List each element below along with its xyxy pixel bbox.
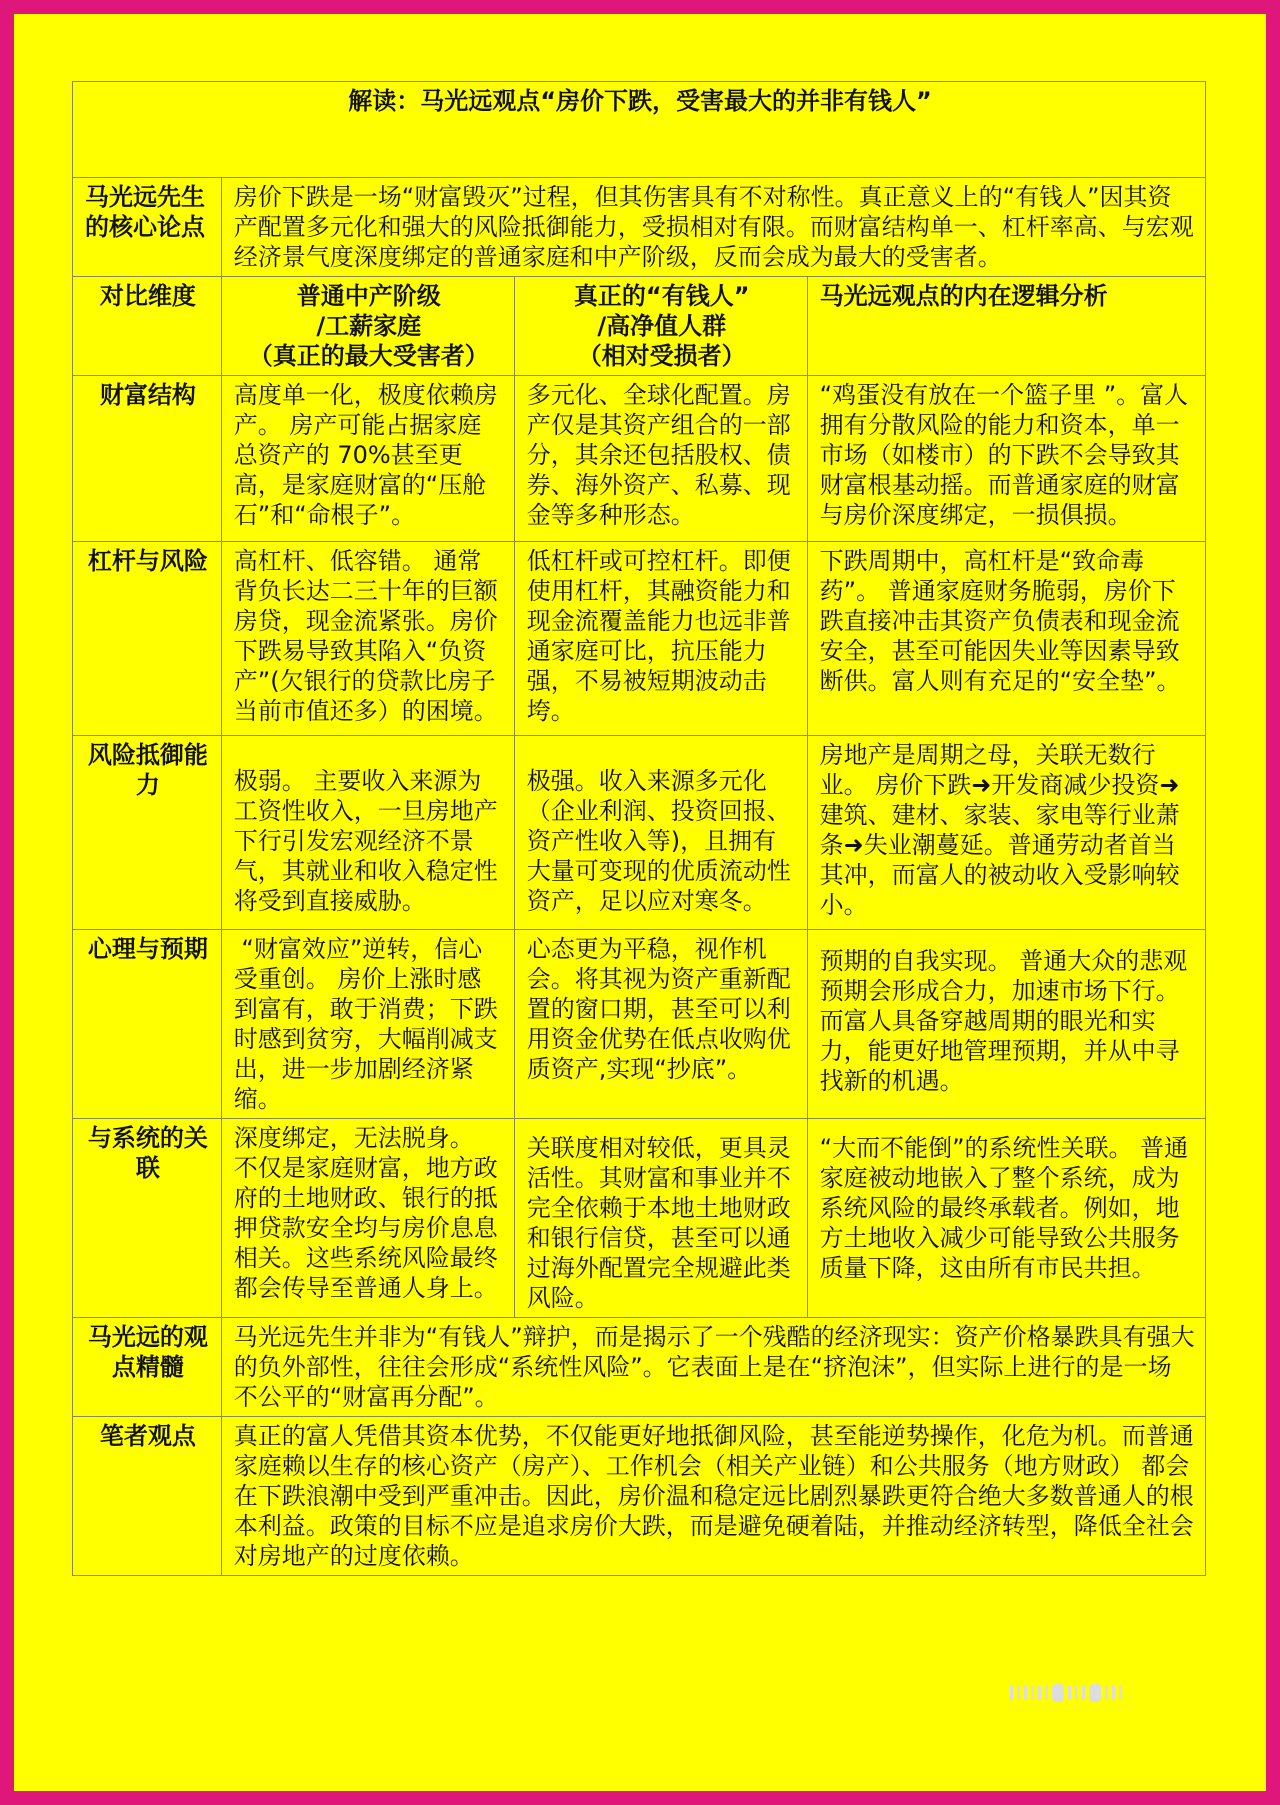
row-analysis: “大而不能倒”的系统性关联。 普通家庭被动地嵌入了整个系统，成为系统风险的最终承载者。例如，地方土地收入减少可能导致公共服务质量下降，这由所有市民共担。 — [807, 1119, 1205, 1318]
header-analysis: 马光远观点的内在逻辑分析 — [807, 277, 1205, 376]
row-rich: 低杠杆或可控杠杆。即便使用杠杆，其融资能力和现金流覆盖能力也远非普通家庭可比，抗压能力强，不易被短期波动击垮。 — [514, 542, 807, 736]
table-row — [73, 376, 1206, 542]
author-text: 真正的富人凭借其资本优势，不仅能更好地抵御风险，甚至能逆势操作，化危为机。而普通家庭赖以生存的核心资产（房产）、工作机会（相关产业链）和公共服务（地方财政） 都会在下跌浪潮中受到严重冲击。因此，房价温和稳定远比剧烈暴跌更符合绝大多数普通人的根本利益。政策的目标不应是追求房价大跌，而是避免硬着陆，并推动经济转型，降低全社会对房地产的过度依赖。 — [221, 1417, 1205, 1576]
comparison-table — [72, 81, 1206, 1576]
essence-text: 马光远先生并非为“有钱人”辩护，而是揭示了一个残酷的经济现实：资产价格暴跌具有强大的负外部性，往往会形成“系统性风险”。它表面上是在“挤泡沫”，但实际上进行的是一场不公平的“财富再分配”。 — [221, 1318, 1205, 1417]
row-middle-class: 高度单一化，极度依赖房产。 房产可能占据家庭总资产的 70%甚至更高，是家庭财富的“压舱石”和“命根子”。 — [221, 376, 514, 542]
row-rich: 多元化、全球化配置。房产仅是其资产组合的一部分，其余还包括股权、债券、海外资产、私募、现金等多种形态。 — [514, 376, 807, 542]
author-label: 笔者观点 — [73, 1417, 222, 1576]
row-dimension: 与系统的关联 — [73, 1119, 222, 1318]
header-row — [73, 277, 1206, 376]
essence-row — [73, 1318, 1206, 1417]
table-row — [73, 1119, 1206, 1318]
row-analysis: “鸡蛋没有放在一个篮子里 ”。富人拥有分散风险的能力和资本，单一市场（如楼市）的下跌不会导致其财富根基动摇。而普通家庭的财富与房价深度绑定，一损俱损。 — [807, 376, 1205, 542]
table-row — [73, 736, 1206, 930]
row-analysis: 预期的自我实现。 普通大众的悲观预期会形成合力，加速市场下行。而富人具备穿越周期的眼光和实力，能更好地管理预期，并从中寻找新的机遇。 — [807, 930, 1205, 1119]
row-rich: 关联度相对较低，更具灵活性。其财富和事业并不完全依赖于本地土地财政和银行信贷，甚至可以通过海外配置完全规避此类风险。 — [514, 1119, 807, 1318]
author-row — [73, 1417, 1206, 1576]
row-rich: 极强。收入来源多元化（企业利润、投资回报、资产性收入等)，且拥有大量可变现的优质流动性资产，足以应对寒冬。 — [514, 736, 807, 930]
core-argument-text: 房价下跌是一场“财富毁灭”过程，但其伤害具有不对称性。真正意义上的“有钱人”因其资产配置多元化和强大的风险抵御能力，受损相对有限。而财富结构单一、杠杆率高、与宏观经济景气度深度绑定的普通家庭和中产阶级，反而会成为最大的受害者。 — [221, 178, 1205, 277]
essence-label: 马光远的观点精髓 — [73, 1318, 222, 1417]
row-middle-class: 极弱。 主要收入来源为工资性收入，一旦房地产下行引发宏观经济不景气，其就业和收入稳定性将受到直接威胁。 — [221, 736, 514, 930]
row-dimension: 财富结构 — [73, 376, 222, 542]
table-row — [73, 542, 1206, 736]
page-title: 解读：马光远观点“房价下跌，受害最大的并非有钱人” — [73, 82, 1206, 178]
row-dimension: 风险抵御能力 — [73, 736, 222, 930]
decorative-dots — [1010, 1682, 1210, 1704]
row-middle-class: 深度绑定，无法脱身。 不仅是家庭财富，地方政府的土地财政、银行的抵押贷款安全均与房价息息相关。这些系统风险最终都会传导至普通人身上。 — [221, 1119, 514, 1318]
poster-background — [14, 14, 1266, 1791]
header-dimension: 对比维度 — [73, 277, 222, 376]
core-argument-label: 马光远先生的核心论点 — [73, 178, 222, 277]
row-middle-class: 高杠杆、低容错。 通常背负长达二三十年的巨额房贷，现金流紧张。房价下跌易导致其陷入“负资产”(欠银行的贷款比房子当前市值还多）的困境。 — [221, 542, 514, 736]
row-dimension: 心理与预期 — [73, 930, 222, 1119]
row-dimension: 杠杆与风险 — [73, 542, 222, 736]
row-analysis: 房地产是周期之母，关联无数行业。 房价下跌➜开发商减少投资➜建筑、建材、家装、家电等行业萧条➜失业潮蔓延。普通劳动者首当其冲，而富人的被动收入受影响较小。 — [807, 736, 1205, 930]
row-middle-class: “财富效应”逆转，信心受重创。 房价上涨时感到富有，敢于消费；下跌时感到贫穷，大幅削减支出，进一步加剧经济紧缩。 — [221, 930, 514, 1119]
table-row — [73, 930, 1206, 1119]
header-rich: 真正的“有钱人” /高净值人群 （相对受损者） — [514, 277, 807, 376]
core-argument-row — [73, 178, 1206, 277]
row-analysis: 下跌周期中，高杠杆是“致命毒药”。 普通家庭财务脆弱，房价下跌直接冲击其资产负债表和现金流安全，甚至可能因失业等因素导致断供。富人则有充足的“安全垫”。 — [807, 542, 1205, 736]
row-rich: 心态更为平稳，视作机会。将其视为资产重新配置的窗口期，甚至可以利用资金优势在低点收购优质资产,实现“抄底”。 — [514, 930, 807, 1119]
header-middle-class: 普通中产阶级 /工薪家庭 （真正的最大受害者） — [221, 277, 514, 376]
